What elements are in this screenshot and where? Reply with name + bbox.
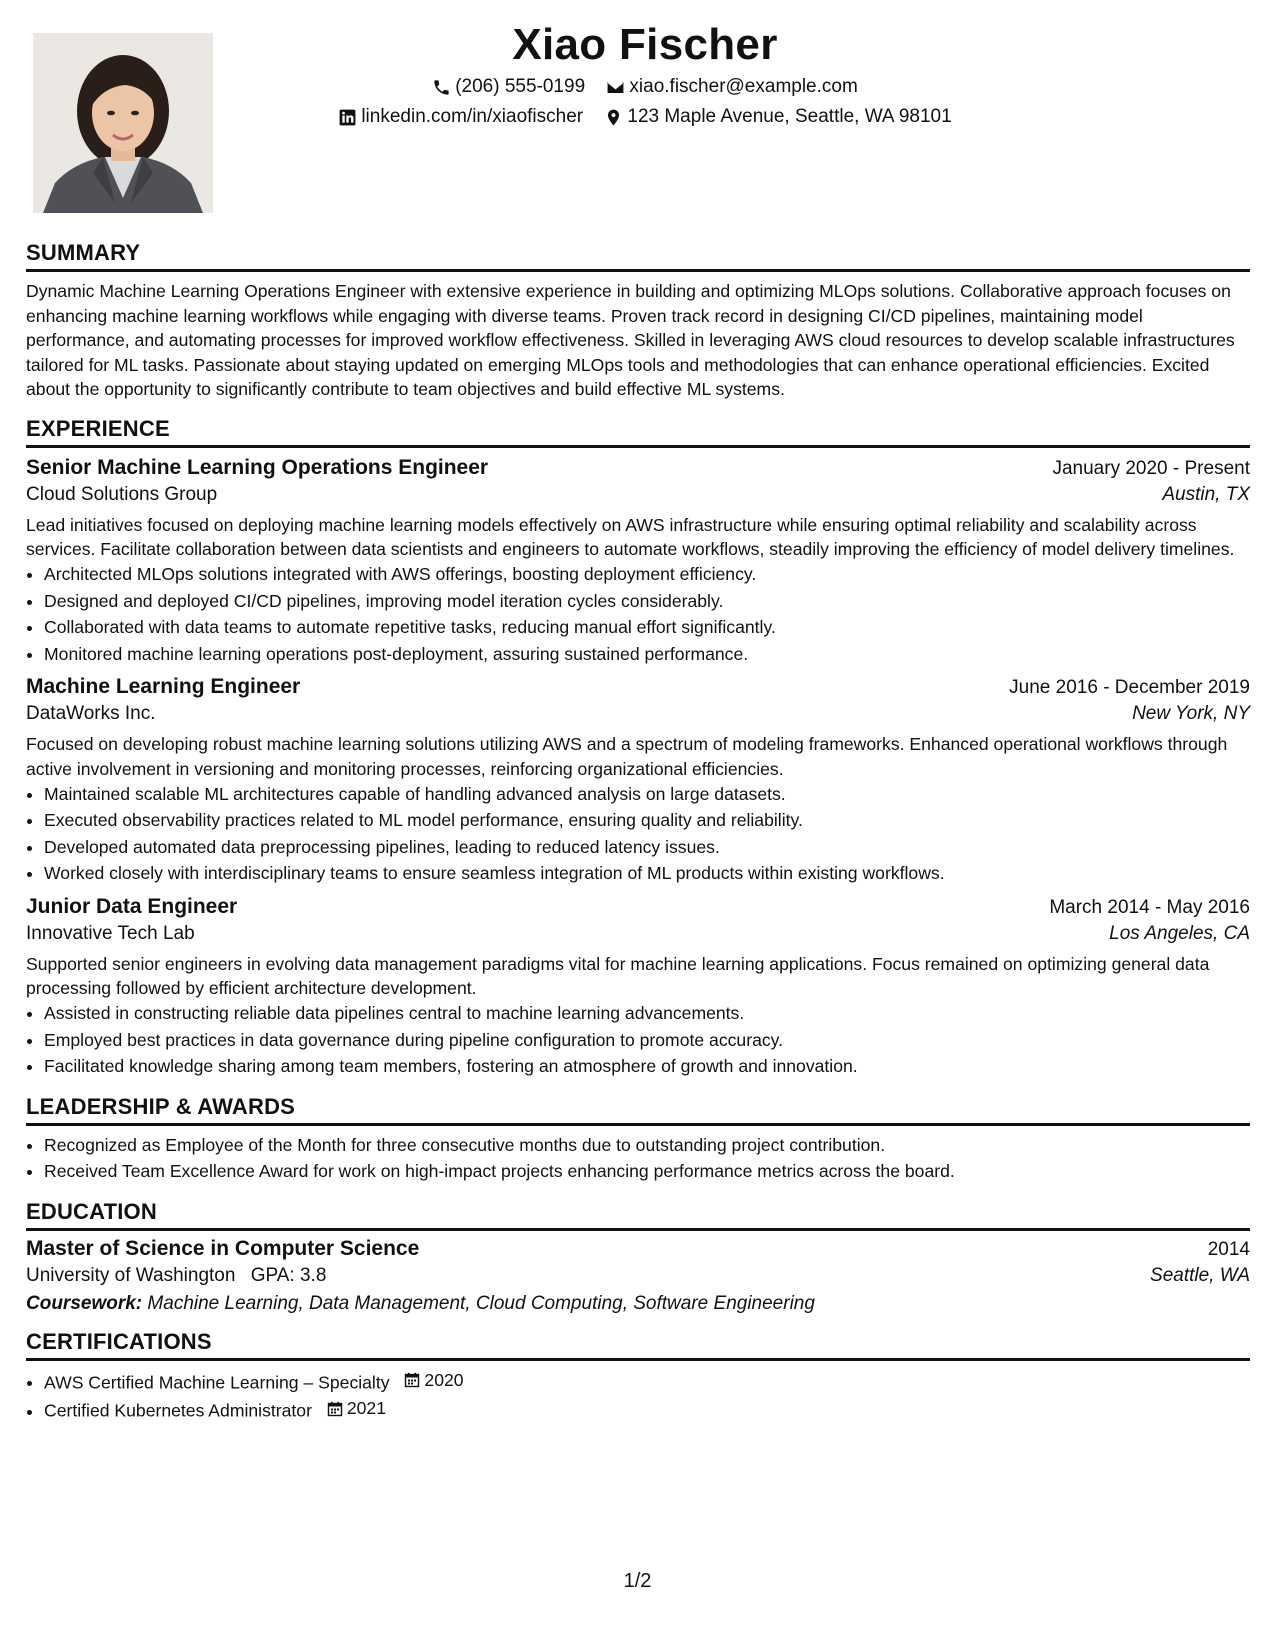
coursework-label: Coursework: xyxy=(26,1292,143,1314)
certification-year: 2020 xyxy=(424,1369,464,1390)
linkedin-contact[interactable] xyxy=(338,106,583,128)
email-text: xiao.fischer@example.com xyxy=(629,76,858,97)
job-location: Austin, TX xyxy=(1162,483,1250,505)
experience-section xyxy=(26,416,1250,1080)
section-title: EXPERIENCE xyxy=(26,416,1250,448)
section-title: EDUCATION xyxy=(26,1199,1250,1231)
bullet-item: • Executed observability practices related to ML model performance, ensuring quality and reliability. xyxy=(44,807,1250,834)
summary-text: Dynamic Machine Learning Operations Engineer with extensive experience in building and optimizing MLOps solutions. Collaborative approach focuses on enhancing machine learning workflows while engaging with diverse teams. Proven track record in designing CI/CD pipelines, maintaining model performance, and automating processes for improved workflow effectiveness. Skilled in leveraging AWS cloud resources to develop scalable infrastructures tailored for ML tasks. Passionate about staying updated on emerging MLOps tools and methodologies that can enhance operational efficiencies. Excited about the opportunity to significantly contribute to team objectives and build effective ML systems. xyxy=(26,281,1235,400)
certification-year: 2021 xyxy=(346,1398,386,1419)
envelope-icon xyxy=(606,78,625,97)
summary-section xyxy=(26,240,1250,402)
gpa: GPA: 3.8 xyxy=(250,1264,327,1286)
job-title: Senior Machine Learning Operations Engineer xyxy=(26,455,489,479)
address-contact xyxy=(604,106,951,128)
leadership-bullets xyxy=(26,1132,1250,1185)
job-location: Los Angeles, CA xyxy=(1109,922,1250,944)
company-name: Cloud Solutions Group xyxy=(26,483,218,505)
section-title: LEADERSHIP & AWARDS xyxy=(26,1094,1250,1126)
job-title: Junior Data Engineer xyxy=(26,894,238,918)
phone-icon xyxy=(432,78,451,97)
company-name: Innovative Tech Lab xyxy=(26,922,195,944)
bullet-item: • Facilitated knowledge sharing among team members, fostering an atmosphere of growth and innovation. xyxy=(44,1053,1250,1080)
job-dates: January 2020 - Present xyxy=(1052,457,1250,479)
coursework-list: Machine Learning, Data Management, Cloud Computing, Software Engineering xyxy=(147,1292,815,1314)
job-location: New York, NY xyxy=(1132,703,1250,725)
address-text: 123 Maple Avenue, Seattle, WA 98101 xyxy=(627,106,952,127)
resume-content xyxy=(26,240,1250,1438)
certification-list xyxy=(26,1367,1250,1425)
candidate-name: Xiao Fischer xyxy=(512,20,778,69)
bullet-item: • Architected MLOps solutions integrated with AWS offerings, boosting deployment efficiency. xyxy=(44,561,1250,588)
calendar-icon xyxy=(327,1401,343,1417)
job-entry xyxy=(26,675,1250,886)
job-bullets xyxy=(26,781,1250,887)
bullet-item: • Collaborated with data teams to automate repetitive tasks, reducing manual effort significantly. xyxy=(44,614,1250,641)
contact-line-1 xyxy=(300,76,990,103)
section-title: SUMMARY xyxy=(26,240,1250,272)
portrait-image xyxy=(33,33,213,213)
linkedin-icon xyxy=(338,108,357,127)
job-entry xyxy=(26,456,1250,667)
certification-item xyxy=(44,1367,1250,1396)
school-location: Seattle, WA xyxy=(1150,1264,1250,1286)
map-pin-icon xyxy=(604,108,623,127)
bullet-item: • Developed automated data preprocessing pipelines, leading to reduced latency issues. xyxy=(44,834,1250,861)
bullet-item: • Designed and deployed CI/CD pipelines, improving model iteration cycles considerably. xyxy=(44,588,1250,615)
job-bullets xyxy=(26,561,1250,667)
bullet-item: • Recognized as Employee of the Month for three consecutive months due to outstanding project contribution. xyxy=(44,1132,1250,1159)
phone-contact[interactable] xyxy=(432,76,585,98)
bullet-item: • Received Team Excellence Award for work on high-impact projects enhancing performance metrics across the board. xyxy=(44,1158,1250,1185)
bullet-item: • Assisted in constructing reliable data pipelines central to machine learning advancements. xyxy=(44,1000,1250,1027)
linkedin-text: linkedin.com/in/xiaofischer xyxy=(361,106,584,127)
contact-line-2 xyxy=(300,106,990,133)
job-description: Lead initiatives focused on deploying machine learning models effectively on AWS infrastructure while ensuring optimal reliability and scalability across services. Facilitate collaboration between data scientists and engineers to automate workflows, steadily improving the efficiency of model delivery timelines. xyxy=(26,514,1235,560)
certification-name: AWS Certified Machine Learning – Specialty xyxy=(44,1371,390,1392)
calendar-icon xyxy=(404,1372,420,1388)
bullet-item: • Maintained scalable ML architectures capable of handling advanced analysis on large datasets. xyxy=(44,781,1250,808)
graduation-year: 2014 xyxy=(1207,1238,1250,1260)
certification-name: Certified Kubernetes Administrator xyxy=(44,1400,312,1421)
section-title: CERTIFICATIONS xyxy=(26,1329,1250,1361)
company-name: DataWorks Inc. xyxy=(26,703,156,725)
job-bullets xyxy=(26,1000,1250,1080)
bullet-item: • Employed best practices in data governance during pipeline configuration to promote accuracy. xyxy=(44,1027,1250,1054)
phone-text: (206) 555-0199 xyxy=(455,76,586,97)
school-name: University of Washington xyxy=(26,1264,236,1286)
job-description: Focused on developing robust machine learning solutions utilizing AWS and a spectrum of modeling frameworks. Enhanced operational workflows through active involvement in versioning and monitoring processes, reinforcing organizational efficiencies. xyxy=(26,734,1228,779)
bullet-item: • Monitored machine learning operations post-deployment, assuring sustained performance. xyxy=(44,641,1250,668)
job-title: Machine Learning Engineer xyxy=(26,675,301,699)
coursework xyxy=(26,1293,1250,1315)
bullet-item: • Worked closely with interdisciplinary teams to ensure seamless integration of ML products within existing workflows. xyxy=(44,860,1250,887)
job-dates: March 2014 - May 2016 xyxy=(1049,896,1250,918)
job-description: Supported senior engineers in evolving data management paradigms vital for machine learning applications. Focus remained on optimizing general data processing followed by efficient architecture development. xyxy=(26,953,1210,998)
job-entry xyxy=(26,895,1250,1080)
certifications-section xyxy=(26,1329,1250,1425)
degree-title: Master of Science in Computer Science xyxy=(26,1236,420,1260)
education-section xyxy=(26,1199,1250,1315)
page-number: 1/2 xyxy=(623,1570,652,1592)
certification-item xyxy=(44,1395,1250,1424)
email-contact[interactable] xyxy=(606,76,857,98)
profile-photo xyxy=(33,33,213,213)
job-dates: June 2016 - December 2019 xyxy=(1009,677,1250,699)
leadership-section xyxy=(26,1094,1250,1185)
